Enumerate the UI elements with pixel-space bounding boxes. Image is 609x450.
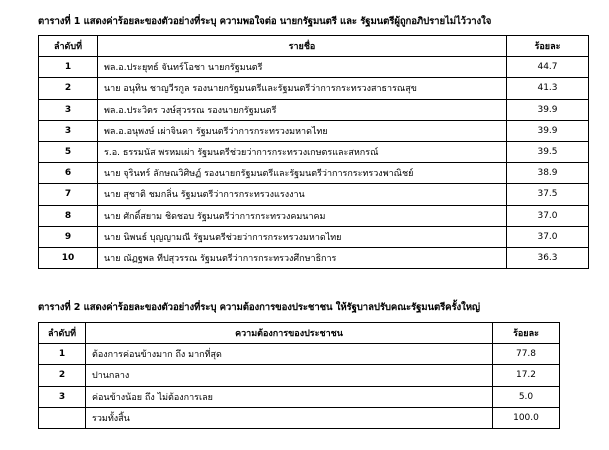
table-row: [39, 78, 589, 99]
percent-cell: 5.0: [493, 386, 560, 407]
percent-cell: 77.8: [493, 344, 560, 365]
rank-header: ลำดับที่: [39, 36, 98, 57]
table-row: [39, 141, 589, 162]
table1-caption: ตารางที่ 1 แสดงค่าร้อยละของตัวอย่างที่ระบุ ความพอใจต่อ นายกรัฐมนตรี และ รัฐมนตรีผู้ถูกอภิปรายไม่ไว้วางใจ: [38, 16, 492, 27]
name-header: รายชื่อ: [98, 36, 507, 57]
table-row: [39, 407, 560, 428]
table-row: [39, 247, 589, 268]
percent-header: ร้อยละ: [493, 323, 560, 344]
rank-cell: 2: [39, 78, 98, 99]
table-row: [39, 99, 589, 120]
name-cell: นาย ศักดิ์สยาม ชิดชอบ รัฐมนตรีว่าการกระทรวงคมนาคม: [98, 205, 507, 226]
rank-cell: 6: [39, 163, 98, 184]
table-row: [39, 120, 589, 141]
rank-cell: 3: [39, 99, 98, 120]
percent-cell: 39.9: [507, 99, 589, 120]
name-cell: นาย ณัฏฐพล ทีปสุวรรณ รัฐมนตรีว่าการกระทรวงศึกษาธิการ: [98, 247, 507, 268]
rank-cell: 7: [39, 184, 98, 205]
name-cell: ร.อ. ธรรมนัส พรหมเผ่า รัฐมนตรีช่วยว่าการกระทรวงเกษตรและสหกรณ์: [98, 141, 507, 162]
table-row: [39, 365, 560, 386]
percent-cell: 39.9: [507, 120, 589, 141]
rank-header: ลำดับที่: [39, 323, 86, 344]
rank-cell: 3: [39, 120, 98, 141]
percent-header: ร้อยละ: [507, 36, 589, 57]
need-cell: รวมทั้งสิ้น: [86, 407, 493, 428]
percent-cell: 37.0: [507, 205, 589, 226]
percent-cell: 44.7: [507, 57, 589, 78]
table-header-row: [39, 323, 560, 344]
table-header-row: [39, 36, 589, 57]
percent-cell: 38.9: [507, 163, 589, 184]
percent-cell: 100.0: [493, 407, 560, 428]
name-cell: พล.อ.ประวิตร วงษ์สุวรรณ รองนายกรัฐมนตรี: [98, 99, 507, 120]
percent-cell: 17.2: [493, 365, 560, 386]
table-row: [39, 205, 589, 226]
table2-caption: ตารางที่ 2 แสดงค่าร้อยละของตัวอย่างที่ระบุ ความต้องการของประชาชน ให้รัฐบาลปรับคณะรัฐมนตรีครั้งใหญ่: [38, 302, 480, 313]
table-row: [39, 386, 560, 407]
need-header: ความต้องการของประชาชน: [86, 323, 493, 344]
rank-cell: 1: [39, 344, 86, 365]
rank-cell: 3: [39, 386, 86, 407]
name-cell: นาย สุชาติ ชมกลิ่น รัฐมนตรีว่าการกระทรวงแรงงาน: [98, 184, 507, 205]
rank-cell: [39, 407, 86, 428]
name-cell: นาย อนุทิน ชาญวีรกูล รองนายกรัฐมนตรีและรัฐมนตรีว่าการกระทรวงสาธารณสุข: [98, 78, 507, 99]
percent-cell: 36.3: [507, 247, 589, 268]
table-row: [39, 184, 589, 205]
name-cell: นาย จุรินทร์ ลักษณวิศิษฏ์ รองนายกรัฐมนตรีและรัฐมนตรีว่าการกระทรวงพาณิชย์: [98, 163, 507, 184]
need-cell: ค่อนข้างน้อย ถึง ไม่ต้องการเลย: [86, 386, 493, 407]
percent-cell: 39.5: [507, 141, 589, 162]
table-row: [39, 163, 589, 184]
table-row: [39, 344, 560, 365]
rank-cell: 10: [39, 247, 98, 268]
need-cell: ต้องการค่อนข้างมาก ถึง มากที่สุด: [86, 344, 493, 365]
rank-cell: 5: [39, 141, 98, 162]
public-demand-table: [38, 322, 560, 429]
rank-cell: 9: [39, 226, 98, 247]
table-row: [39, 226, 589, 247]
name-cell: พล.อ.อนุพงษ์ เผ่าจินดา รัฐมนตรีว่าการกระทรวงมหาดไทย: [98, 120, 507, 141]
satisfaction-table: [38, 35, 589, 269]
need-cell: ปานกลาง: [86, 365, 493, 386]
name-cell: พล.อ.ประยุทธ์ จันทร์โอชา นายกรัฐมนตรี: [98, 57, 507, 78]
table-row: [39, 57, 589, 78]
percent-cell: 37.5: [507, 184, 589, 205]
rank-cell: 8: [39, 205, 98, 226]
percent-cell: 41.3: [507, 78, 589, 99]
rank-cell: 2: [39, 365, 86, 386]
name-cell: นาย นิพนธ์ บุญญามณี รัฐมนตรีช่วยว่าการกระทรวงมหาดไทย: [98, 226, 507, 247]
percent-cell: 37.0: [507, 226, 589, 247]
rank-cell: 1: [39, 57, 98, 78]
